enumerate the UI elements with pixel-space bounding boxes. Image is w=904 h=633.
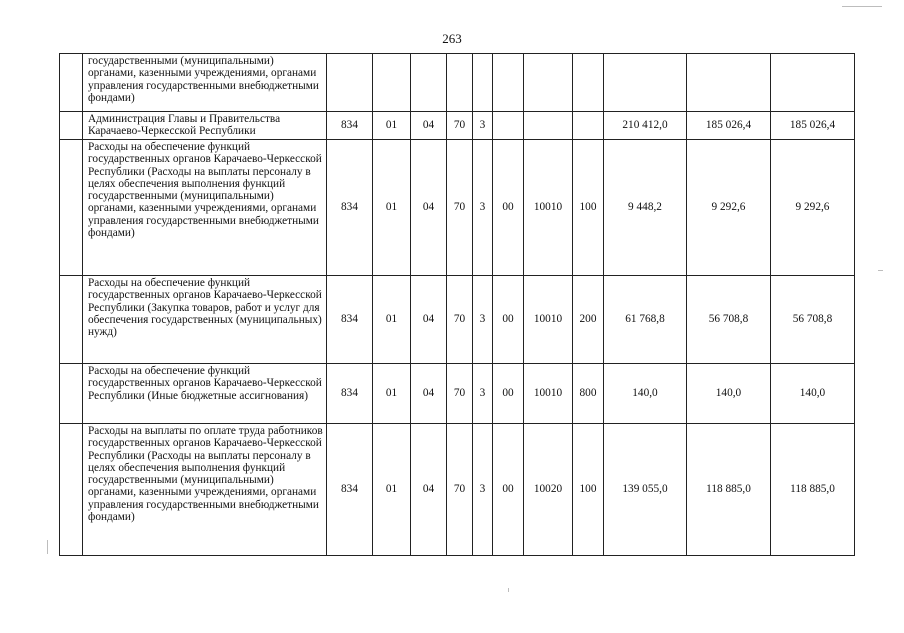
cell-vr: 200	[573, 276, 604, 364]
cell-amount1: 9 448,2	[604, 140, 687, 276]
cell-ved: 834	[327, 364, 373, 424]
cell-amount2: 9 292,6	[687, 140, 771, 276]
row-name-cell: Расходы на обеспечение функций государственных органов Карачаево-Черкесской Республики (Иные бюджетные ассигнования)	[83, 364, 327, 424]
cell-cs2	[473, 54, 493, 112]
cell-cs1: 70	[447, 140, 473, 276]
cell-rz: 01	[373, 140, 411, 276]
cell-amount3: 118 885,0	[771, 424, 855, 556]
cell-cs2: 3	[473, 364, 493, 424]
cell-pr: 04	[411, 112, 447, 140]
cell-vr	[573, 112, 604, 140]
cell-vr: 800	[573, 364, 604, 424]
cell-rz: 01	[373, 112, 411, 140]
cell-vr	[573, 54, 604, 112]
table-row	[60, 424, 855, 556]
cell-cs3: 00	[493, 276, 524, 364]
cell-cs3: 00	[493, 424, 524, 556]
cell-rz: 01	[373, 276, 411, 364]
scan-mark	[508, 588, 509, 592]
cell-amount1	[604, 54, 687, 112]
cell-amount1: 140,0	[604, 364, 687, 424]
cell-cs1: 70	[447, 112, 473, 140]
cell-amount3: 9 292,6	[771, 140, 855, 276]
blank-cell	[60, 54, 83, 112]
cell-pr: 04	[411, 140, 447, 276]
table-row	[60, 112, 855, 140]
cell-amount3: 140,0	[771, 364, 855, 424]
cell-amount2: 118 885,0	[687, 424, 771, 556]
cell-pr: 04	[411, 276, 447, 364]
cell-cs4: 10010	[524, 140, 573, 276]
cell-cs2: 3	[473, 424, 493, 556]
table-row	[60, 276, 855, 364]
cell-amount1: 139 055,0	[604, 424, 687, 556]
cell-cs2: 3	[473, 112, 493, 140]
cell-pr: 04	[411, 364, 447, 424]
cell-cs3: 00	[493, 364, 524, 424]
cell-ved	[327, 54, 373, 112]
cell-rz	[373, 54, 411, 112]
cell-cs1	[447, 54, 473, 112]
cell-vr: 100	[573, 424, 604, 556]
cell-cs4: 10020	[524, 424, 573, 556]
cell-amount2: 140,0	[687, 364, 771, 424]
budget-table	[59, 53, 855, 556]
blank-cell	[60, 112, 83, 140]
blank-cell	[60, 364, 83, 424]
scan-mark	[878, 270, 883, 271]
table-row	[60, 140, 855, 276]
cell-cs2: 3	[473, 140, 493, 276]
cell-cs3: 00	[493, 140, 524, 276]
blank-cell	[60, 424, 83, 556]
cell-cs4: 10010	[524, 364, 573, 424]
cell-cs2: 3	[473, 276, 493, 364]
table-body	[60, 54, 855, 556]
cell-amount1: 61 768,8	[604, 276, 687, 364]
cell-amount1: 210 412,0	[604, 112, 687, 140]
cell-amount3: 185 026,4	[771, 112, 855, 140]
cell-cs1: 70	[447, 364, 473, 424]
cell-cs4: 10010	[524, 276, 573, 364]
row-name-cell: Расходы на обеспечение функций государственных органов Карачаево-Черкесской Республики (Закупка товаров, работ и услуг для обеспечения государственных (муниципальных) нужд)	[83, 276, 327, 364]
table-row	[60, 54, 855, 112]
cell-pr	[411, 54, 447, 112]
cell-amount2	[687, 54, 771, 112]
cell-cs3	[493, 54, 524, 112]
cell-cs3	[493, 112, 524, 140]
cell-amount2: 56 708,8	[687, 276, 771, 364]
cell-pr: 04	[411, 424, 447, 556]
scan-mark	[842, 6, 882, 7]
page-number: 263	[442, 31, 462, 46]
cell-ved: 834	[327, 424, 373, 556]
cell-ved: 834	[327, 276, 373, 364]
row-name-cell: государственными (муниципальными) органами, казенными учреждениями, органами управления государственными внебюджетными фондами)	[83, 54, 327, 112]
cell-amount2: 185 026,4	[687, 112, 771, 140]
cell-cs1: 70	[447, 424, 473, 556]
blank-cell	[60, 276, 83, 364]
cell-rz: 01	[373, 424, 411, 556]
cell-ved: 834	[327, 112, 373, 140]
cell-rz: 01	[373, 364, 411, 424]
cell-vr: 100	[573, 140, 604, 276]
row-name-cell: Расходы на обеспечение функций государственных органов Карачаево-Черкесской Республики (Расходы на выплаты персоналу в целях обеспечения выполнения функций государственными (муниципальными) органами, казенными учреждениями, органами управления государственными внебюджетными фондами)	[83, 140, 327, 276]
cell-amount3	[771, 54, 855, 112]
cell-cs4	[524, 54, 573, 112]
cell-amount3: 56 708,8	[771, 276, 855, 364]
blank-cell	[60, 140, 83, 276]
cell-ved: 834	[327, 140, 373, 276]
scan-mark	[47, 540, 48, 554]
cell-cs1: 70	[447, 276, 473, 364]
row-name-cell: Расходы на выплаты по оплате труда работников государственных органов Карачаево-Черкесской Республики (Расходы на выплаты персоналу в целях обеспечения выполнения функций государственными (муниципальными) органами, казенными учреждениями, органами управления государственными внебюджетными фондами)	[83, 424, 327, 556]
table-row	[60, 364, 855, 424]
cell-cs4	[524, 112, 573, 140]
row-name-cell: Администрация Главы и Правительства Карачаево-Черкесской Республики	[83, 112, 327, 140]
